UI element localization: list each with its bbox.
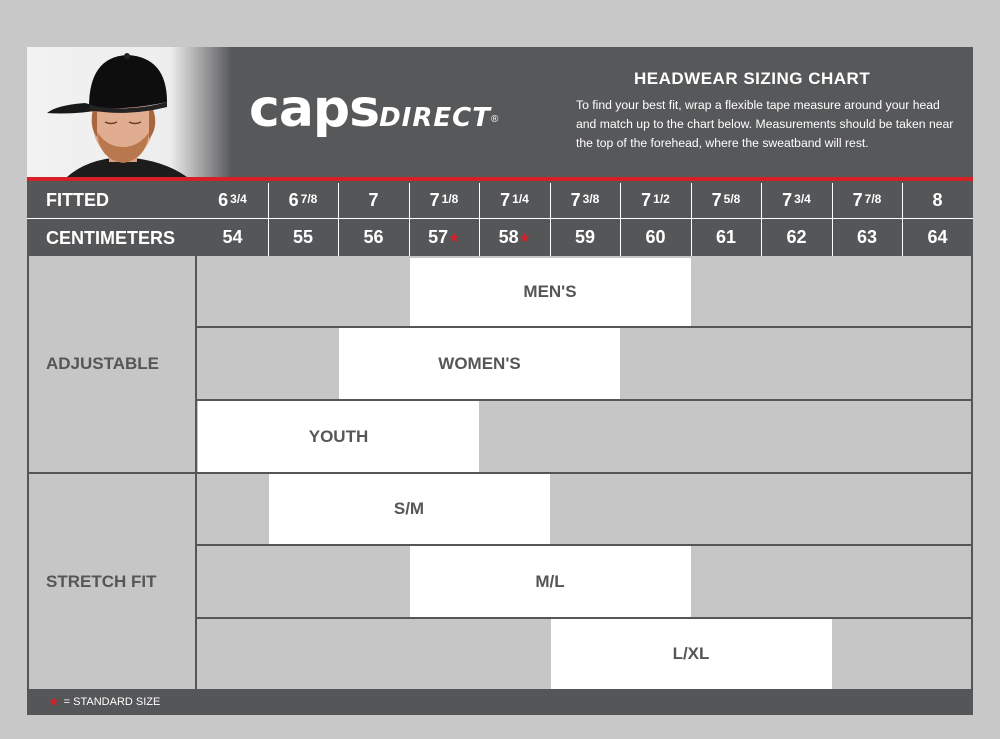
centimeter-cell xyxy=(269,219,338,256)
brand-logo xyxy=(249,79,498,149)
fitted-size-fraction: 5/8 xyxy=(723,192,741,206)
fitted-size-fraction: 7/8 xyxy=(864,192,882,206)
centimeter-value: 57 xyxy=(428,227,449,247)
fitted-size-whole: 7 xyxy=(852,189,863,210)
fitted-size-whole: 7 xyxy=(782,189,793,210)
lxl-range-bar: L/XL xyxy=(551,619,832,689)
chart-title: HEADWEAR SIZING CHART xyxy=(634,69,871,88)
centimeter-value: 62 xyxy=(786,227,807,247)
fitted-size-whole: 7 xyxy=(711,189,722,210)
column-divider xyxy=(761,183,762,256)
centimeter-value: 63 xyxy=(856,227,878,247)
fitted-size-cell xyxy=(198,181,267,219)
fitted-size-whole: 6 xyxy=(218,189,229,210)
fitted-size-cell xyxy=(833,181,902,219)
centimeter-cell xyxy=(410,219,479,256)
fitted-size-fraction: 1/4 xyxy=(512,192,529,206)
standard-size-star-icon: ★ xyxy=(518,229,531,245)
womens-range-bar: WOMEN'S xyxy=(339,328,620,399)
column-divider xyxy=(338,183,339,256)
fitted-size-cell xyxy=(269,181,338,219)
standard-size-star-icon: ★ xyxy=(48,694,60,709)
centimeter-value: 56 xyxy=(363,227,384,247)
logo-caps-text: caps xyxy=(249,79,380,139)
fitted-size-fraction: 1/8 xyxy=(441,192,459,206)
centimeter-cell xyxy=(198,219,267,256)
fitted-size-cell xyxy=(410,181,479,219)
centimeter-cell xyxy=(833,219,902,256)
column-divider xyxy=(832,183,833,256)
fitted-size-cell xyxy=(339,181,408,219)
column-divider xyxy=(550,183,551,256)
stretch-fit-section-label: STRETCH FIT xyxy=(29,474,195,689)
centimeter-value: 61 xyxy=(715,227,737,247)
column-divider xyxy=(409,183,410,256)
chart-description: To find your best fit, wrap a flexible tape measure around your head and match up to the chart below. Measurements should be taken near the top of the forehead, where the sweatband will rest. xyxy=(576,98,954,150)
fitted-size-whole: 7 xyxy=(429,189,440,210)
fitted-size-cell xyxy=(903,181,972,219)
standard-size-legend: = STANDARD SIZE xyxy=(63,696,161,708)
column-divider xyxy=(691,183,692,256)
column-divider xyxy=(479,183,480,256)
logo-registered-mark: ® xyxy=(490,114,499,125)
fitted-row-label: FITTED xyxy=(46,189,109,210)
fitted-size-fraction: 1/2 xyxy=(653,192,670,206)
centimeter-value: 59 xyxy=(574,227,596,247)
column-divider xyxy=(902,183,903,256)
centimeter-cell xyxy=(339,219,408,256)
sizing-chart-card xyxy=(27,47,973,715)
centimeter-value: 64 xyxy=(927,227,948,247)
centimeter-cell xyxy=(480,219,549,256)
mens-range-bar: MEN'S xyxy=(410,258,691,326)
column-divider xyxy=(268,183,269,256)
fitted-size-cell xyxy=(762,181,831,219)
centimeter-value: 55 xyxy=(292,227,314,247)
ml-range-bar: M/L xyxy=(410,546,691,617)
fitted-size-fraction: 3/4 xyxy=(794,192,811,206)
centimeters-row-label: CENTIMETERS xyxy=(46,227,176,248)
fitted-size-whole: 8 xyxy=(932,189,943,210)
fitted-size-fraction: 7/8 xyxy=(300,192,318,206)
centimeter-value: 54 xyxy=(222,227,243,247)
centimeter-value: 60 xyxy=(645,227,666,247)
fitted-size-cell xyxy=(551,181,620,219)
logo-direct-text: DIRECT xyxy=(379,103,491,133)
centimeter-cell xyxy=(903,219,972,256)
fitted-size-cell xyxy=(480,181,549,219)
chart-footer xyxy=(27,689,973,715)
fitted-size-fraction: 3/8 xyxy=(582,192,600,206)
fitted-size-whole: 6 xyxy=(288,189,299,210)
sm-range-bar: S/M xyxy=(269,474,550,544)
centimeter-cell xyxy=(621,219,690,256)
standard-size-star-icon: ★ xyxy=(448,229,460,245)
fitted-size-whole: 7 xyxy=(500,189,511,210)
fitted-size-whole: 7 xyxy=(641,189,652,210)
fitted-size-cell xyxy=(692,181,761,219)
youth-range-bar: YOUTH xyxy=(198,401,479,472)
centimeter-value: 58 xyxy=(498,227,519,247)
centimeter-cell xyxy=(692,219,761,256)
model-photo xyxy=(27,47,232,177)
fitted-size-whole: 7 xyxy=(570,189,581,210)
fitted-size-whole: 7 xyxy=(368,189,379,210)
fitted-size-cell xyxy=(621,181,690,219)
adjustable-section-label: ADJUSTABLE xyxy=(29,256,195,472)
centimeter-cell xyxy=(551,219,620,256)
fitted-size-fraction: 3/4 xyxy=(230,192,247,206)
column-divider xyxy=(620,183,621,256)
chart-header xyxy=(27,47,973,177)
centimeter-cell xyxy=(762,219,831,256)
header-row-divider xyxy=(27,218,973,219)
